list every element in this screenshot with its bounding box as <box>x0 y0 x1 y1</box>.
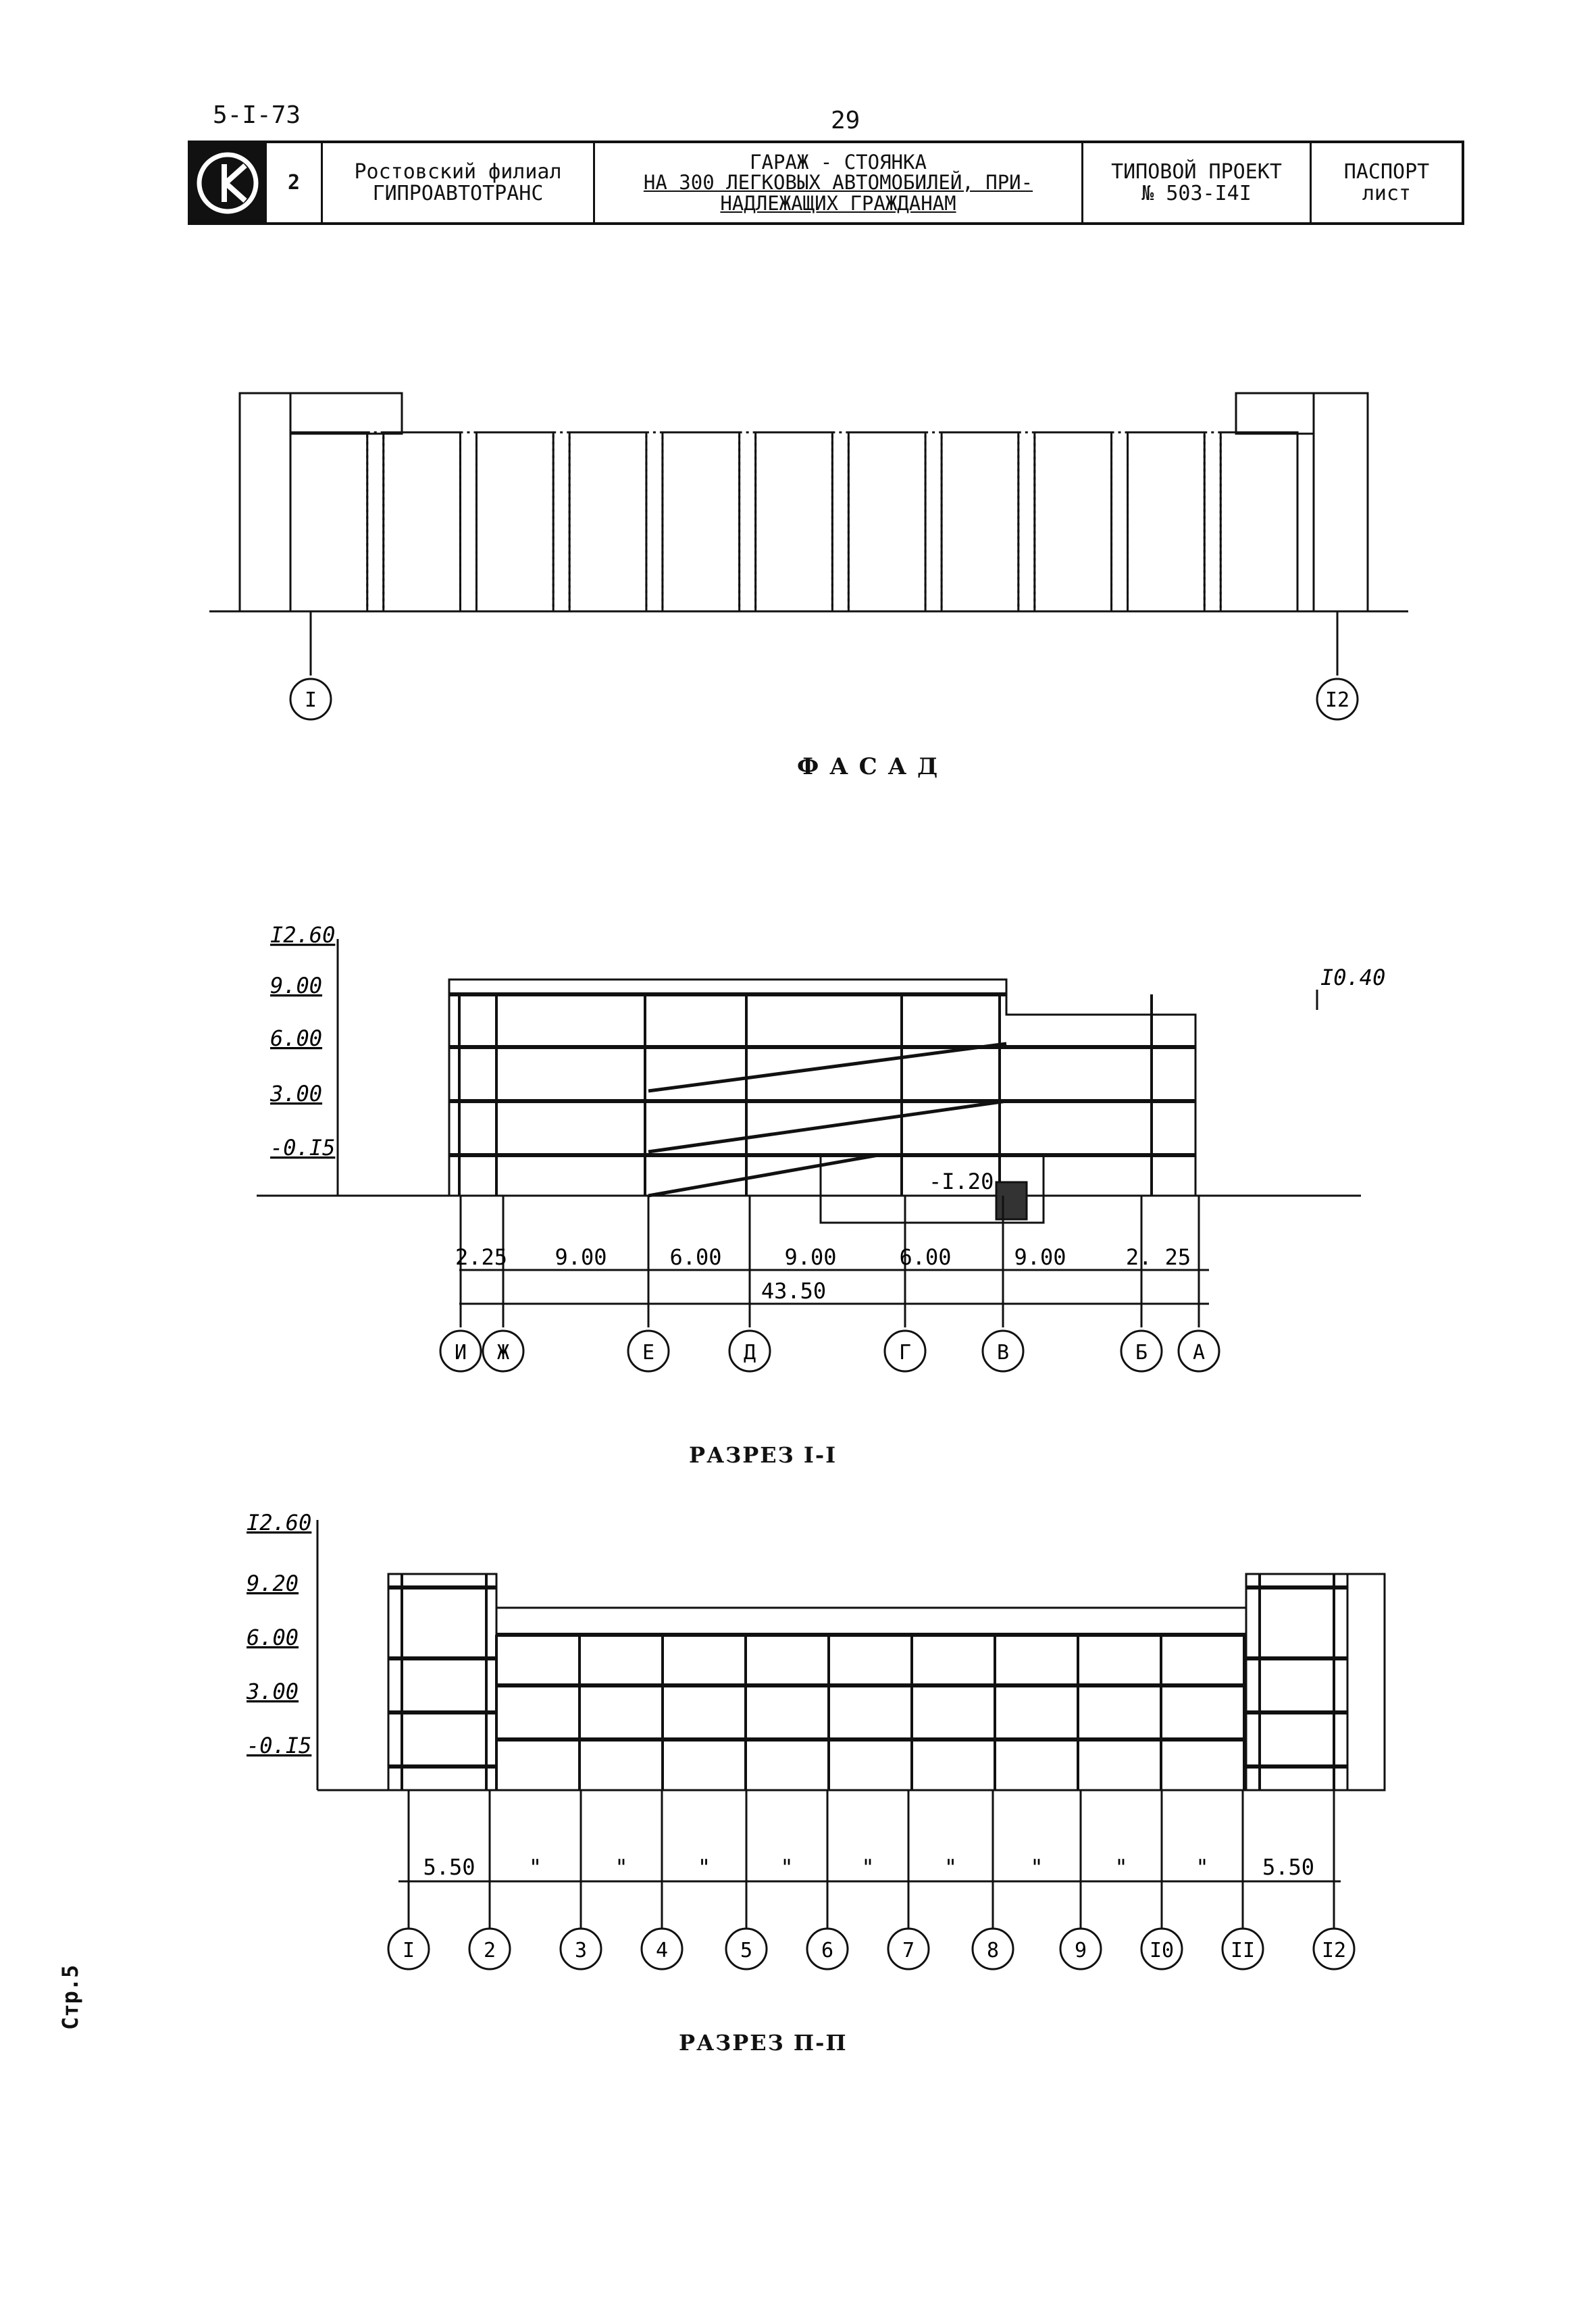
document-type-line-1: ПАСПОРТ <box>1343 160 1430 184</box>
section-1-axis-label: Г <box>898 1341 912 1365</box>
facade-panel <box>756 432 833 611</box>
section-1-axis-label: А <box>1192 1341 1206 1365</box>
section-1-level-mark: 9.00 <box>270 973 323 998</box>
section-1-axis-label: Е <box>642 1341 655 1365</box>
project-title-line-2: НА 300 ЛЕГКОВЫХ АВТОМОБИЛЕЙ, ПРИ- <box>643 171 1033 195</box>
section-2-axis-label: 3 <box>574 1939 588 1962</box>
section-2-level-mark: 6.00 <box>247 1625 299 1650</box>
facade-glazing-strip <box>925 432 942 611</box>
facade-panel <box>1035 432 1112 611</box>
facade-axis-left: I <box>304 688 317 712</box>
facade-panel <box>663 432 740 611</box>
section-1-level-pit: -I.20 <box>929 1169 994 1194</box>
project-number-line-2: № 503-I4I <box>1141 181 1252 205</box>
section-2-columns <box>402 1574 1334 1790</box>
facade-glazing-strip <box>646 432 663 611</box>
organization-line-2: ГИПРОАВТОТРАНС <box>372 181 544 205</box>
stamp-number-text: 2 <box>287 170 301 195</box>
section-2-span-dimension: " <box>697 1854 711 1880</box>
section-2-span-dimension: 5.50 <box>423 1854 475 1880</box>
page-margin-note: Стр.5 <box>57 1964 83 2030</box>
section-1-columns <box>459 994 1152 1196</box>
section-2-level-mark: 3.00 <box>247 1679 299 1704</box>
section-2-span-dimension: " <box>1030 1854 1044 1880</box>
section-2-axis-label: I0 <box>1149 1939 1175 1962</box>
section-2-axis-label: 2 <box>483 1939 496 1962</box>
section-1-level-mark: 6.00 <box>270 1025 323 1051</box>
section-2-axis-label: 6 <box>821 1939 834 1962</box>
facade-panel <box>384 432 461 611</box>
section-2-axis-label: 8 <box>986 1939 1000 1962</box>
section-2-axis-label: II <box>1230 1939 1256 1962</box>
section-1-level-mark: I2.60 <box>270 922 336 948</box>
facade-panel <box>1128 432 1205 611</box>
facade-glazing-strip <box>367 432 384 611</box>
section-2-span-dimension: " <box>615 1854 628 1880</box>
section-2-axis-label: 7 <box>902 1939 915 1962</box>
section-1-level-mark: 3.00 <box>270 1081 323 1107</box>
section-1-span-dimension: 2. 25 <box>1125 1244 1191 1270</box>
section-1-span-dimension: 6.00 <box>899 1244 952 1270</box>
facade-panel <box>1220 432 1297 611</box>
section-1-total-dimension: 43.50 <box>761 1278 827 1304</box>
facade-axis-right: I2 <box>1324 688 1350 712</box>
series-code: 5-I-73 <box>213 101 301 129</box>
section-2-level-mark: 9.20 <box>247 1571 299 1596</box>
section-2-axis-label: 9 <box>1074 1939 1087 1962</box>
section-2-axis-label: 5 <box>740 1939 753 1962</box>
facade-panel <box>942 432 1019 611</box>
section-1-axis-label: В <box>996 1341 1010 1365</box>
facade-glazing-strip <box>460 432 476 611</box>
section-2-span-dimension: " <box>780 1854 794 1880</box>
section-1-span-dimension: 9.00 <box>784 1244 837 1270</box>
section-2-drawing <box>0 1506 1596 1979</box>
facade-glazing-strip <box>553 432 569 611</box>
project-title-line-3: НАДЛЕЖАЩИХ ГРАЖДАНАМ <box>720 191 956 215</box>
section-1-axis-label: Д <box>743 1341 756 1365</box>
facade-panel <box>476 432 553 611</box>
facade-panels <box>290 432 1297 611</box>
section-2-caption: РАЗРЕЗ П-П <box>679 2030 848 2056</box>
facade-drawing <box>0 0 1596 811</box>
facade-glazing-strip <box>1112 432 1128 611</box>
facade-panel <box>569 432 646 611</box>
facade-glazing-strip <box>1019 432 1035 611</box>
facade-glazing-strip <box>740 432 756 611</box>
section-1-level-right: I0.40 <box>1320 965 1386 990</box>
section-2-axis-label: 4 <box>655 1939 669 1962</box>
facade-glazing-strip <box>832 432 848 611</box>
section-1-span-dimension: 9.00 <box>555 1244 607 1270</box>
section-2-span-dimension: " <box>944 1854 958 1880</box>
facade-panel <box>848 432 925 611</box>
section-1-span-dimension: 9.00 <box>1014 1244 1066 1270</box>
section-2-span-dimension: " <box>528 1854 542 1880</box>
section-2-span-dimension: " <box>861 1854 875 1880</box>
facade-caption: Ф А С А Д <box>797 753 939 780</box>
facade-glazing-strip <box>1204 432 1220 611</box>
section-1-level-mark: -0.I5 <box>270 1135 336 1161</box>
section-2-level-mark: -0.I5 <box>247 1733 312 1758</box>
section-2-span-dimension: " <box>1195 1854 1209 1880</box>
section-2-span-dimension: 5.50 <box>1262 1854 1315 1880</box>
section-2-axis-label: I2 <box>1321 1939 1347 1962</box>
section-2-level-mark: I2.60 <box>247 1510 312 1535</box>
section-1-drawing <box>0 905 1596 1378</box>
facade-panel <box>290 432 367 611</box>
document-type-line-2: лист <box>1362 181 1412 205</box>
project-number-line-1: ТИПОВОЙ ПРОЕКТ <box>1111 160 1282 184</box>
page-number: 29 <box>831 107 860 134</box>
section-1-axis-label: Б <box>1135 1341 1148 1365</box>
section-1-axis-label: Ж <box>496 1341 510 1365</box>
section-2-span-dimension: " <box>1114 1854 1128 1880</box>
section-1-span-dimension: 2.25 <box>455 1244 508 1270</box>
section-1-caption: РАЗРЕЗ I-I <box>689 1442 838 1468</box>
project-title-line-1: ГАРАЖ - СТОЯНКА <box>750 150 927 174</box>
section-1-span-dimension: 6.00 <box>669 1244 722 1270</box>
organization-line-1: Ростовский филиал <box>354 160 562 184</box>
section-1-axis-label: И <box>454 1341 467 1365</box>
section-2-axis-label: I <box>402 1939 415 1962</box>
